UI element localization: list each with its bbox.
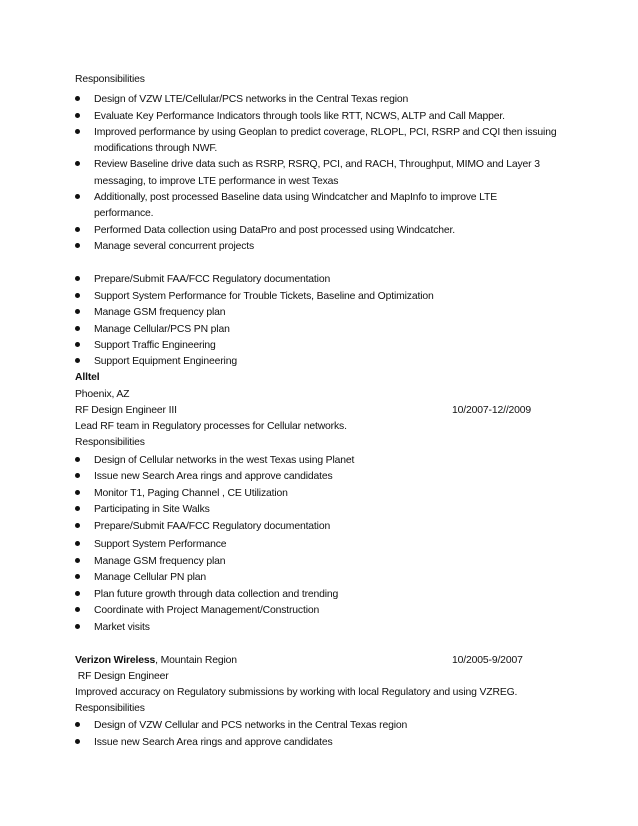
bullet-icon (75, 322, 85, 338)
bullet-icon (75, 239, 85, 255)
job-summary: Improved accuracy on Regulatory submissions by working with local Regulatory and using VZREG. (75, 687, 518, 698)
bullet-icon (75, 718, 85, 734)
list-item: Monitor T1, Paging Channel , CE Utilization (94, 488, 288, 499)
company-line (75, 653, 237, 669)
list-item: Manage several concurrent projects (94, 241, 255, 252)
job-title: RF Design Engineer III (75, 405, 177, 416)
list-item: Support Equipment Engineering (94, 356, 237, 367)
list-item: Support Traffic Engineering (94, 340, 216, 351)
company-name: Verizon Wireless (75, 655, 156, 666)
list-item-continuation: modifications through NWF. (94, 143, 218, 154)
list-item: Plan future growth through data collection and trending (94, 589, 339, 600)
list-item: Issue new Search Area rings and approve candidates (94, 737, 333, 748)
list-item: Design of VZW LTE/Cellular/PCS networks in the Central Texas region (94, 94, 409, 105)
bullet-icon (75, 537, 85, 553)
list-item: Issue new Search Area rings and approve candidates (94, 471, 333, 482)
bullet-icon (75, 157, 85, 173)
bullet-icon (75, 338, 85, 354)
bullet-icon (75, 603, 85, 619)
list-item: Manage Cellular/PCS PN plan (94, 324, 230, 335)
bullet-icon (75, 486, 85, 502)
bullet-icon (75, 272, 85, 288)
bullet-icon (75, 587, 85, 603)
bullet-icon (75, 92, 85, 108)
bullet-icon (75, 305, 85, 321)
list-item: Design of Cellular networks in the west Texas using Planet (94, 455, 355, 466)
job-title: RF Design Engineer (75, 671, 169, 682)
bullet-icon (75, 469, 85, 485)
list-item: Performed Data collection using DataPro and post processed using Windcatcher. (94, 225, 455, 236)
list-item: Manage GSM frequency plan (94, 556, 226, 567)
company-name: Alltel (75, 372, 100, 383)
list-item: Coordinate with Project Management/Construction (94, 605, 320, 616)
bullet-icon (75, 554, 85, 570)
bullet-icon (75, 109, 85, 125)
list-item: Prepare/Submit FAA/FCC Regulatory documentation (94, 274, 331, 285)
list-item: Manage GSM frequency plan (94, 307, 226, 318)
bullet-icon (75, 519, 85, 535)
responsibilities-heading: Responsibilities (75, 437, 145, 448)
responsibilities-heading: Responsibilities (75, 703, 145, 714)
list-item: Support System Performance (94, 539, 227, 550)
list-item: Additionally, post processed Baseline data using Windcatcher and MapInfo to improve LTE (94, 192, 497, 203)
job-dates: 10/2007-12//2009 (452, 405, 532, 416)
company-location: Phoenix, AZ (75, 389, 130, 400)
list-item: Review Baseline drive data such as RSRP, RSRQ, PCI, and RACH, Throughput, MIMO and Layer 3 (94, 159, 540, 170)
bullet-icon (75, 354, 85, 370)
bullet-icon (75, 223, 85, 239)
list-item: Participating in Site Walks (94, 504, 210, 515)
list-item: Evaluate Key Performance Indicators through tools like RTT, NCWS, ALTP and Call Mapper. (94, 111, 505, 122)
list-item: Prepare/Submit FAA/FCC Regulatory documentation (94, 521, 331, 532)
bullet-icon (75, 502, 85, 518)
bullet-icon (75, 289, 85, 305)
job-dates: 10/2005-9/2007 (452, 655, 523, 666)
responsibilities-heading: Responsibilities (75, 74, 145, 85)
bullet-icon (75, 190, 85, 206)
job-summary: Lead RF team in Regulatory processes for Cellular networks. (75, 421, 347, 432)
company-region: , Mountain Region (155, 655, 237, 666)
bullet-icon (75, 453, 85, 469)
bullet-icon (75, 570, 85, 586)
list-item: Support System Performance for Trouble Tickets, Baseline and Optimization (94, 291, 434, 302)
list-item: Market visits (94, 622, 150, 633)
bullet-icon (75, 735, 85, 751)
bullet-icon (75, 620, 85, 636)
list-item: Manage Cellular PN plan (94, 572, 207, 583)
list-item: Improved performance by using Geoplan to predict coverage, RLOPL, PCI, RSRP and CQI then issuing (94, 127, 557, 138)
list-item-continuation: messaging, to improve LTE performance in west Texas (94, 176, 339, 187)
list-item: Design of VZW Cellular and PCS networks in the Central Texas region (94, 720, 408, 731)
bullet-icon (75, 125, 85, 141)
list-item-continuation: performance. (94, 208, 154, 219)
